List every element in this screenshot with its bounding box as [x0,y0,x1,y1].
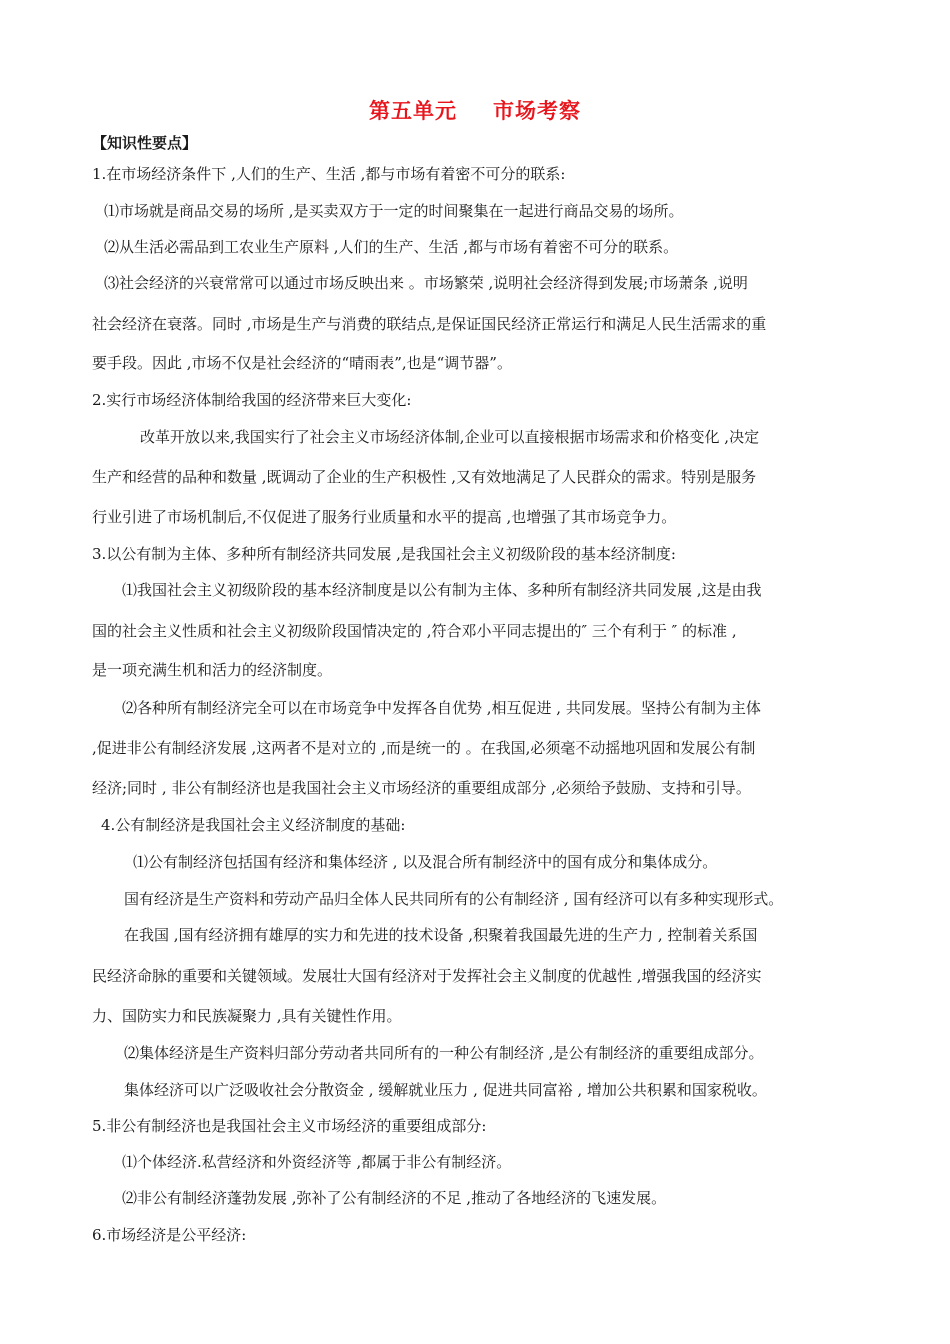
paragraph-line: ,促进非公有制经济发展 ,这两者不是对立的 ,而是统一的 。在我国,必须毫不动摇地巩固和发展公有制 [92,739,756,757]
item-1-heading: 1.在市场经济条件下 ,人们的生产、生活 ,都与市场有着密不可分的联系: [92,165,566,183]
paragraph-line: 民经济命脉的重要和关键领域。发展壮大国有经济对于发挥社会主义制度的优越性 ,增强我国的经济实 [92,967,762,985]
item-4-heading: 4.公有制经济是我国社会主义经济制度的基础: [101,816,406,834]
paragraph-line: ⑴我国社会主义初级阶段的基本经济制度是以公有制为主体、多种所有制经济共同发展 ,这是由我 [122,581,762,599]
paragraph-line: 经济;同时 , 非公有制经济也是我国社会主义市场经济的重要组成部分 ,必须给予鼓励、支持和引导。 [92,779,751,797]
page-title [0,95,950,125]
item-6-heading: 6.市场经济是公平经济: [92,1226,247,1244]
paragraph-line: ⑵从生活必需品到工农业生产原料 ,人们的生产、生活 ,都与市场有着密不可分的联系。 [104,238,679,256]
item-2-heading: 2.实行市场经济体制给我国的经济带来巨大变化: [92,391,412,409]
paragraph-line: 集体经济可以广泛吸收社会分散资金 , 缓解就业压力 , 促进共同富裕 , 增加公共积累和国家税收。 [124,1081,767,1099]
paragraph-line: ⑶社会经济的兴衰常常可以通过市场反映出来 。市场繁荣 ,说明社会经济得到发展;市场萧条 ,说明 [104,274,748,292]
paragraph-line: ⑵各种所有制经济完全可以在市场竞争中发挥各自优势 ,相互促进 , 共同发展。坚持公有制为主体 [122,699,761,717]
paragraph-line: 国有经济是生产资料和劳动产品归全体人民共同所有的公有制经济 , 国有经济可以有多种实现形式。 [124,890,784,908]
paragraph-line: 行业引进了市场机制后,不仅促进了服务行业质量和水平的提高 ,也增强了其市场竞争力。 [92,508,677,526]
paragraph-line: 改革开放以来,我国实行了社会主义市场经济体制,企业可以直接根据市场需求和价格变化 ,决定 [140,428,760,446]
section-heading: 【知识性要点】 [92,134,198,152]
item-5-heading: 5.非公有制经济也是我国社会主义市场经济的重要组成部分: [92,1117,487,1135]
paragraph-line: 生产和经营的品种和数量 ,既调动了企业的生产积极性 ,又有效地满足了人民群众的需求。特别是服务 [92,468,757,486]
paragraph-line: 要手段。因此 ,市场不仅是社会经济的“晴雨表”,也是“调节器”。 [92,354,512,372]
paragraph-line: ⑵集体经济是生产资料归部分劳动者共同所有的一种公有制经济 ,是公有制经济的重要组成部分。 [124,1044,764,1062]
paragraph-line: ⑵非公有制经济蓬勃发展 ,弥补了公有制经济的不足 ,推动了各地经济的飞速发展。 [122,1189,667,1207]
paragraph-line: 是一项充满生机和活力的经济制度。 [92,661,333,679]
paragraph-line: ⑴公有制经济包括国有经济和集体经济 , 以及混合所有制经济中的国有成分和集体成分。 [133,853,718,871]
title-part-1: 第五单元 [369,99,457,123]
paragraph-line: 力、国防实力和民族凝聚力 ,具有关键性作用。 [92,1007,402,1025]
paragraph-line: 在我国 ,国有经济拥有雄厚的实力和先进的技术设备 ,积聚着我国最先进的生产力 , 控制着关系国 [124,926,758,944]
paragraph-line: 国的社会主义性质和社会主义初级阶段国情决定的 ,符合邓小平同志提出的″ 三个有利于 ″ 的标准 , [92,622,737,640]
item-3-heading: 3.以公有制为主体、多种所有制经济共同发展 ,是我国社会主义初级阶段的基本经济制度: [92,545,676,563]
paragraph-line: ⑴市场就是商品交易的场所 ,是买卖双方于一定的时间聚集在一起进行商品交易的场所。 [104,202,684,220]
paragraph-line: 社会经济在衰落。同时 ,市场是生产与消费的联结点,是保证国民经济正常运行和满足人民生活需求的重 [92,315,767,333]
title-part-2: 市场考察 [493,99,581,123]
paragraph-line: ⑴个体经济.私营经济和外资经济等 ,都属于非公有制经济。 [122,1153,512,1171]
